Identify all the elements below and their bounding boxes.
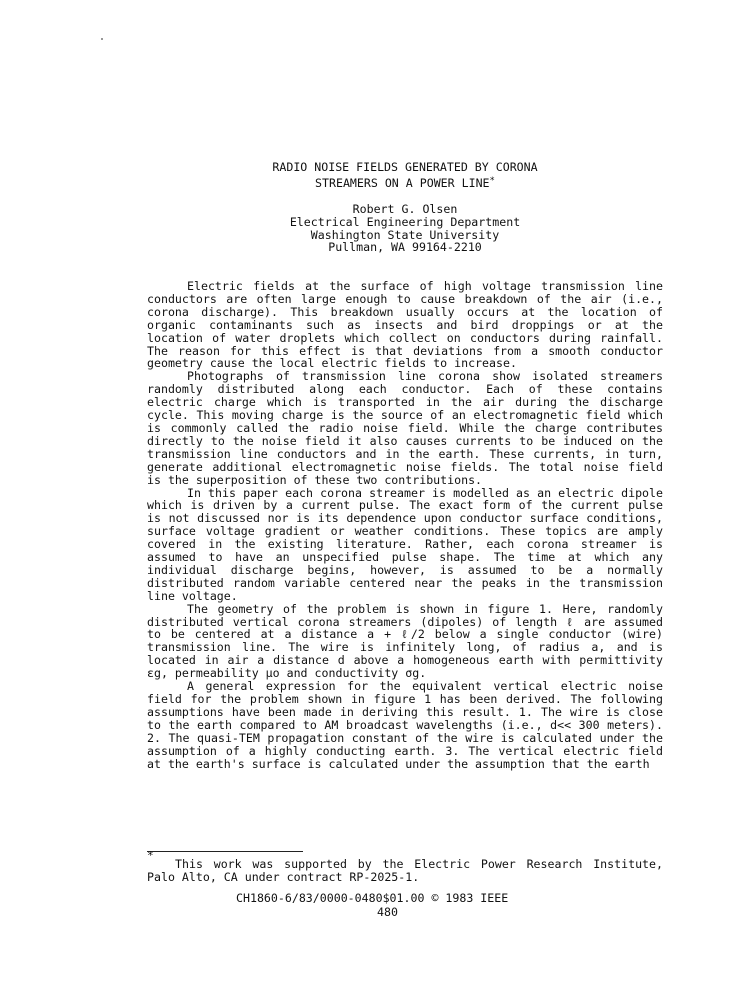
- author-block: [150, 203, 660, 254]
- scan-speck: [101, 38, 103, 40]
- copyright-line: CH1860-6/83/0000-0480$01.00 © 1983 IEEE: [236, 891, 509, 905]
- title-line-2-text: STREAMERS ON A POWER LINE: [315, 175, 490, 190]
- paragraph-1: Electric fields at the surface of high voltage transmission line conductors are often large enough to cause breakdown of the air (i.e., corona discharge). This breakdown usually occurs at the location of organic contaminants such as insects and bird droppings or at the location of water droplets which collect on conductors during rainfall. The reason for this effect is that deviations from a smooth conductor geometry cause the local electric fields to increase.: [147, 279, 663, 371]
- footnote-marker: *: [147, 849, 154, 862]
- title-line-2: [150, 175, 660, 191]
- author-name: Robert G. Olsen: [352, 202, 458, 216]
- title-line-1: RADIO NOISE FIELDS GENERATED BY CORONA: [272, 160, 538, 174]
- body-text: [147, 280, 663, 770]
- title-footnote-marker: *: [489, 175, 495, 186]
- paragraph-5: A general expression for the equivalent vertical electric noise field for the problem shown in figure 1 has been derived. The following assumptions have been made in deriving this result. 1. The wire is close to the earth compared to AM broadcast wavelengths (i.e., d<< 300 meters). 2. The quasi-TEM propagation constant of the wire is calculated under the assumption of a highly conducting earth. 3. The vertical electric field at the earth's surface is calculated under the assumption that the earth: [147, 679, 663, 771]
- page-number: 480: [377, 905, 398, 919]
- footnote: [147, 849, 663, 884]
- author-university: Washington State University: [310, 227, 500, 242]
- footnote-text: This work was supported by the Electric Power Research Institute, Palo Alto, CA under contract RP-2025-1.: [147, 857, 663, 884]
- footnote-divider: [147, 851, 303, 852]
- author-address: Pullman, WA 99164-2210: [328, 240, 482, 255]
- paragraph-3: In this paper each corona streamer is modelled as an electric dipole which is driven by a current pulse. The exact form of the current pulse is not discussed nor is its dependence upon conductor surface conditions, surface voltage gradient or weather conditions. These topics are amply covered in the existing literature. Rather, each corona streamer is assumed to have an unspecified pulse shape. The time at which any individual discharge begins, however, is assumed to be a normally distributed random variable centered near the peaks in the transmission line voltage.: [147, 485, 663, 603]
- paper-title: [150, 161, 660, 190]
- paragraph-4: The geometry of the problem is shown in figure 1. Here, randomly distributed vertical corona streamers (dipoles) of length ℓ are assumed to be centered at a distance a + ℓ/2 below a single conductor (wire) transmission line. The wire is infinitely long, of radius a, and is located in air a distance d above a homogeneous earth with permittivity εg, permeability μo and conductivity σg.: [147, 601, 663, 681]
- author-department: Electrical Engineering Department: [289, 214, 521, 229]
- paragraph-2: Photographs of transmission line corona show isolated streamers randomly distributed along each conductor. Each of these contains electric charge which is transported in the air during the discharge cycle. This moving charge is the source of an electromagnetic field which is commonly called the radio noise field. While the charge contributes directly to the noise field it also causes currents to be induced on the transmission line conductors and in the earth. These currents, in turn, generate additional electromagnetic noise fields. The total noise field is the superposition of these two contributions.: [147, 369, 663, 487]
